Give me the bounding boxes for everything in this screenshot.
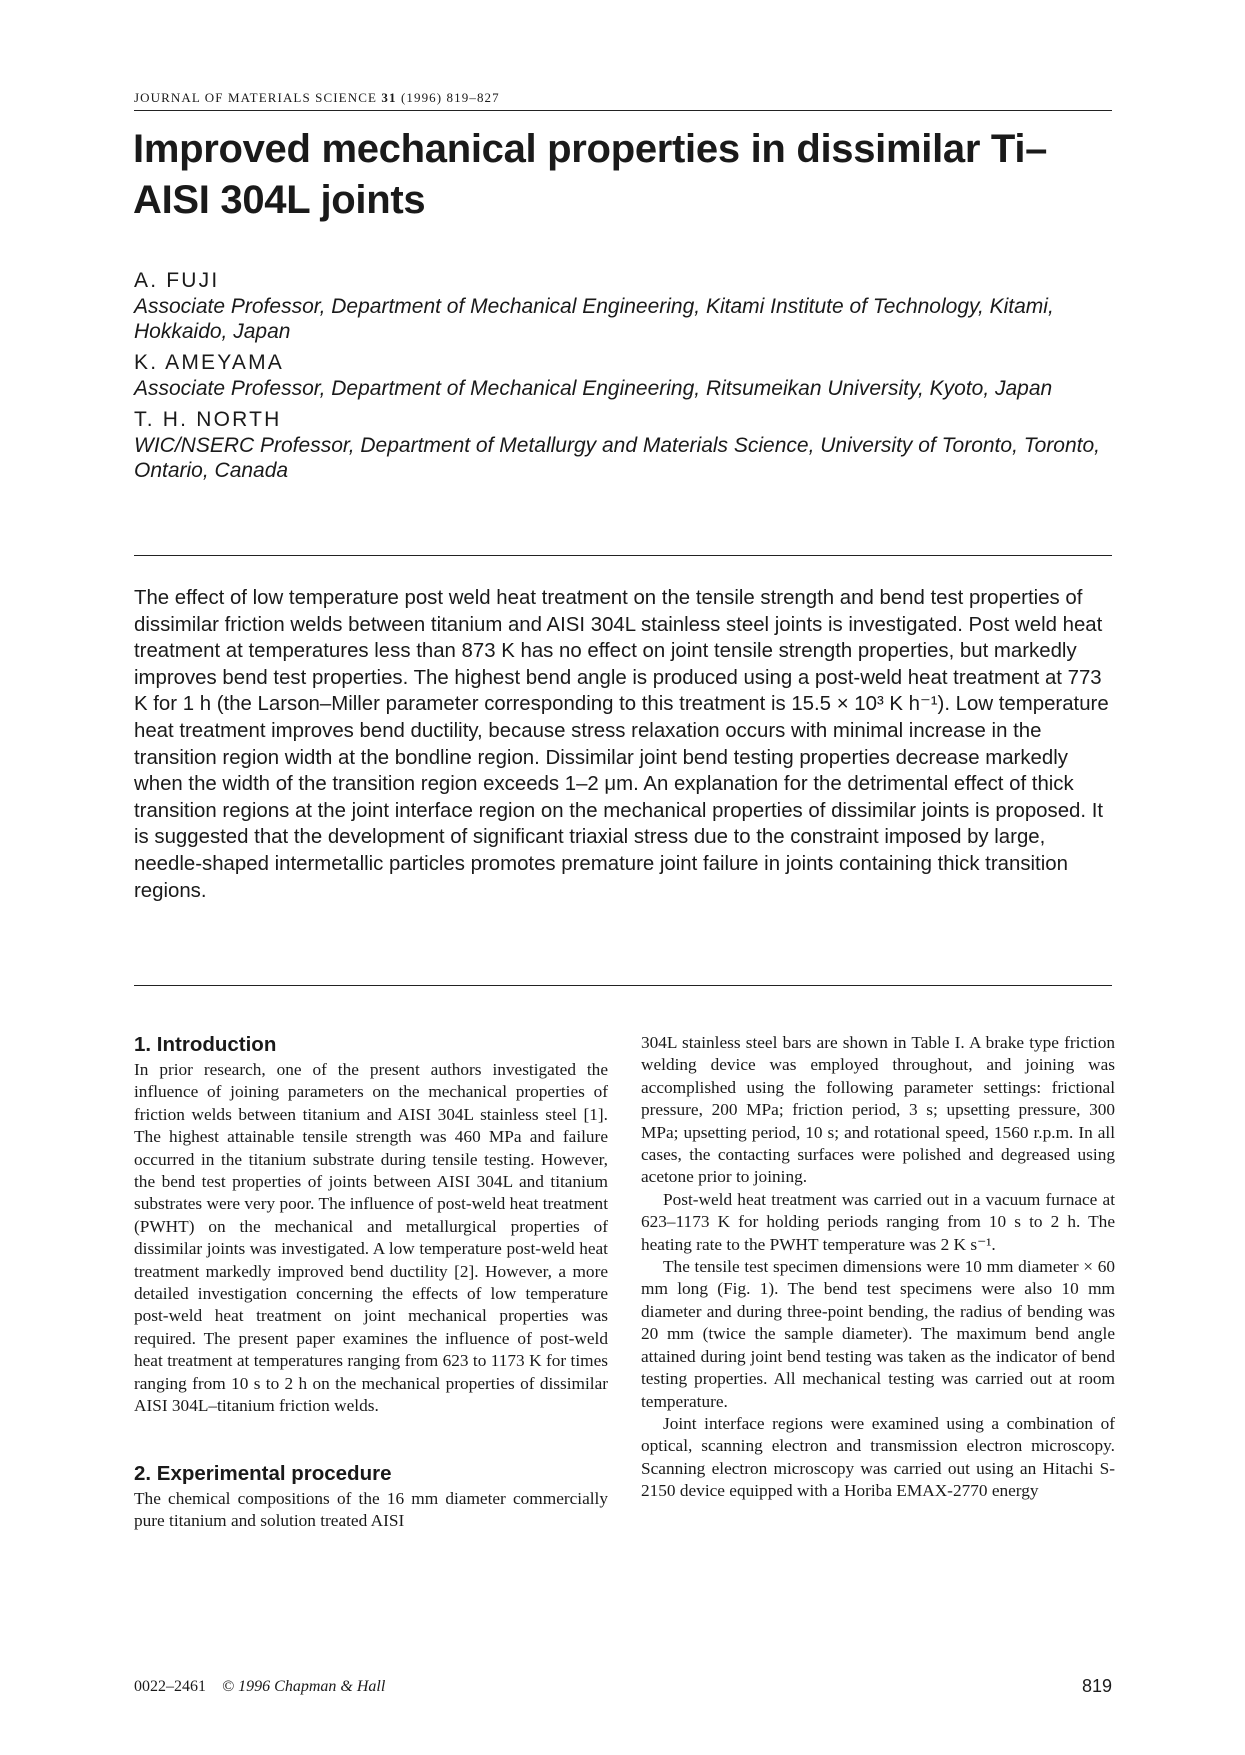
issn: 0022–2461 [134,1678,206,1695]
journal-year-pages: (1996) 819–827 [400,90,500,105]
author-entry [134,350,1114,401]
journal-name: JOURNAL OF MATERIALS SCIENCE [134,90,378,105]
author-list [134,268,1114,489]
journal-header [134,90,1112,111]
section-heading-introduction: 1. Introduction [134,1033,277,1056]
body-paragraph: 304L stainless steel bars are shown in Table I. A brake type friction welding device was employed throughout, and joining was accomplished using the following parameter settings: frictional pressure, 200 MPa; friction period, 3 s; upsetting pressure, 300 MPa; upsetting period, 10 s; and rotational speed, 1560 r.p.m. In all cases, the contacting surfaces were polished and degreased using acetone prior to joining. [641,1033,1115,1187]
author-name: K. AMEYAMA [134,351,284,374]
body-paragraph: In prior research, one of the present authors investigated the influence of joining parameters on the mechanical properties of friction welds between titanium and AISI 304L stainless steel [1]. The highest attainable tensile strength was 460 MPa and failure occurred in the titanium substrate during tensile testing. However, the bend test properties of joints between AISI 304L and titanium substrates were very poor. The influence of post-weld heat treatment (PWHT) on the mechanical and metallurgical properties of dissimilar joints was investigated. A low temperature post-weld heat treatment markedly improved bend ductility [2]. However, a more detailed investigation concerning the effects of low temperature post-weld heat treatment on joint mechanical properties was required. The present paper examines the influence of post-weld heat treatment at temperatures ranging from 623 to 1173 K for times ranging from 10 s to 2 h on the mechanical properties of dissimilar AISI 304L–titanium friction welds. [134,1060,608,1416]
author-entry [134,407,1114,483]
page-number: 819 [1081,1676,1112,1696]
paper-title: Improved mechanical properties in dissimilar Ti–AISI 304L joints [133,127,1048,222]
author-name: T. H. NORTH [134,408,282,431]
right-column [641,1032,1115,1503]
body-paragraph: The chemical compositions of the 16 mm diameter commercially pure titanium and solution treated AISI [134,1488,608,1530]
body-paragraph: The tensile test specimen dimensions were 10 mm diameter × 60 mm long (Fig. 1). The bend test specimens were also 10 mm diameter and during three-point bending, the radius of bending was 20 mm (twice the sample diameter). The maximum bend angle attained during joint bend testing was taken as the indicator of bend testing properties. All mechanical testing was carried out at room temperature. [641,1257,1115,1411]
body-paragraph: Joint interface regions were examined using a combination of optical, scanning electron and transmission electron microscopy. Scanning electron microscopy was carried out using an Hitachi S-2150 device equipped with a Horiba EMAX-2770 energy [641,1413,1115,1501]
author-name: A. FUJI [134,269,220,292]
body-paragraph: Post-weld heat treatment was carried out in a vacuum furnace at 623–1173 K for holding periods ranging from 10 s to 2 h. The heating rate to the PWHT temperature was 2 K s⁻¹. [641,1189,1115,1254]
abstract-bottom-rule [134,985,1112,986]
author-affiliation: Associate Professor, Department of Mechanical Engineering, Ritsumeikan University, Kyoto, Japan [134,377,1053,400]
journal-volume: 31 [381,90,397,105]
section-heading-experimental: 2. Experimental procedure [134,1461,392,1485]
footer-issn [134,1678,385,1696]
author-entry [134,268,1114,344]
copyright: © 1996 Chapman & Hall [222,1678,386,1695]
abstract-top-rule [134,555,1112,556]
left-column [134,1032,608,1532]
abstract: The effect of low temperature post weld heat treatment on the tensile strength and bend test properties of dissimilar friction welds between titanium and AISI 304L stainless steel joints is investigated. Post weld heat treatment at temperatures less than 873 K has no effect on joint tensile strength properties, but markedly improves bend test properties. The highest bend angle is produced using a post-weld heat treatment at 773 K for 1 h (the Larson–Miller parameter corresponding to this treatment is 15.5 × 10³ K h⁻¹). Low temperature heat treatment improves bend ductility, because stress relaxation occurs with minimal increase in the transition region width at the bondline region. Dissimilar joint bend testing properties decrease markedly when the width of the transition region exceeds 1–2 μm. An explanation for the detrimental effect of thick transition regions at the joint interface region on the mechanical properties of dissimilar joints is proposed. It is suggested that the development of significant triaxial stress due to the constraint imposed by large, needle-shaped intermetallic particles promotes premature joint failure in joints containing thick transition regions. [134,587,1109,902]
author-affiliation: WIC/NSERC Professor, Department of Metallurgy and Materials Science, University of Toronto, Toronto, Ontario, Canada [134,434,1101,482]
author-affiliation: Associate Professor, Department of Mechanical Engineering, Kitami Institute of Technology, Kitami, Hokkaido, Japan [134,295,1054,343]
